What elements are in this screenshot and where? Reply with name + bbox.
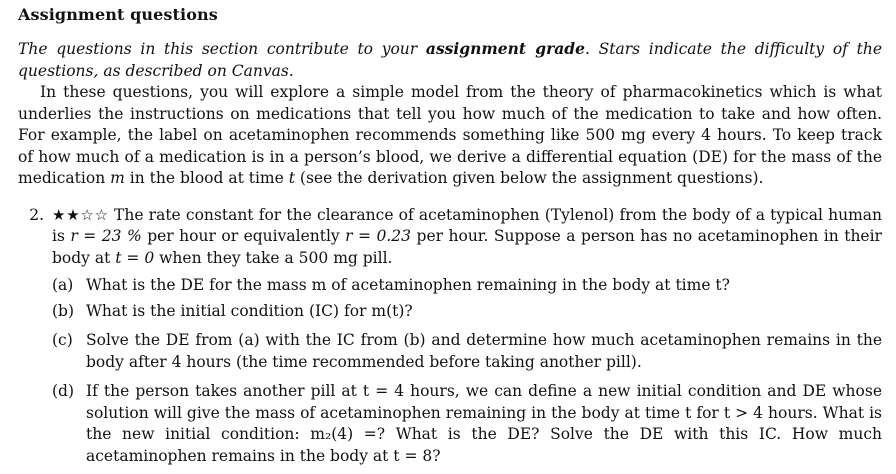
question-parts <box>52 275 882 467</box>
paragraph-math-t: t <box>288 169 295 187</box>
question-text-a: The rate constant for the clearance of acetaminophen (Tylenol) from the body of a typical human is <box>52 205 882 245</box>
part-c <box>52 330 882 373</box>
description-paragraph <box>18 82 882 190</box>
part-text: If the person takes another pill at t = 4 hours, we can define a new initial condition and DE whose solution will give the mass of acetaminophen remaining in the body at time t for t > 4 hours. What is the new initial condition: m₂(4) =? What is the DE? Solve the DE with this IC. How much acetaminophen remains in the body at t = 8? <box>86 382 882 465</box>
question-text-b: per hour or equivalently <box>147 227 340 245</box>
section-heading: Assignment questions <box>18 5 218 24</box>
question-text-c: per hour. Suppose a person has no acetaminophen in their body at <box>52 227 882 267</box>
question-text-d: when they take a 500 mg pill. <box>159 248 393 267</box>
rate-decimal: r = 0.23 <box>345 227 412 245</box>
paragraph-text-a: In these questions, you will explore a simple model from the theory of pharmacokinetics which is what underlies the instructions on medications that tell you how much of the medication to take and how often. For example, the label on acetaminophen recommends something like 500 mg every 4 hours. To keep track of how much of a medication is in a person’s blood, we derive a differential equation (DE) for the mass of the medication <box>18 83 882 187</box>
part-label: (a) <box>52 276 74 294</box>
part-d <box>52 381 882 467</box>
part-label: (d) <box>52 382 75 400</box>
question-2 <box>18 205 882 472</box>
part-text: What is the initial condition (IC) for m(t)? <box>86 301 413 320</box>
part-a <box>52 275 882 297</box>
part-label: (b) <box>52 301 75 320</box>
paragraph-text-b: in the blood at time <box>129 169 284 187</box>
question-number: 2. <box>29 205 44 224</box>
intro-note <box>18 38 882 82</box>
part-text: Solve the DE from (a) with the IC from (b) and determine how much acetaminophen remains in the body after 4 hours (the time recommended before taking another pill). <box>86 331 882 371</box>
intro-text-1: The questions in this section contribute to your <box>18 40 418 58</box>
part-b <box>52 301 882 323</box>
intro-bold-text: assignment grade <box>425 39 586 58</box>
paragraph-math-m: m <box>110 169 125 187</box>
paragraph-text-c: (see the derivation given below the assignment questions). <box>299 169 764 187</box>
difficulty-stars: ★★☆☆ <box>52 205 109 224</box>
question-body <box>52 205 882 472</box>
part-label: (c) <box>52 331 73 349</box>
part-text: What is the DE for the mass m of acetaminophen remaining in the body at time t? <box>86 276 730 294</box>
intro-text-2: . Stars indicate the difficulty of the questions, as described on Canvas. <box>18 40 882 80</box>
rate-percent: r = 23 % <box>70 227 142 245</box>
time-zero: t = 0 <box>115 248 155 267</box>
